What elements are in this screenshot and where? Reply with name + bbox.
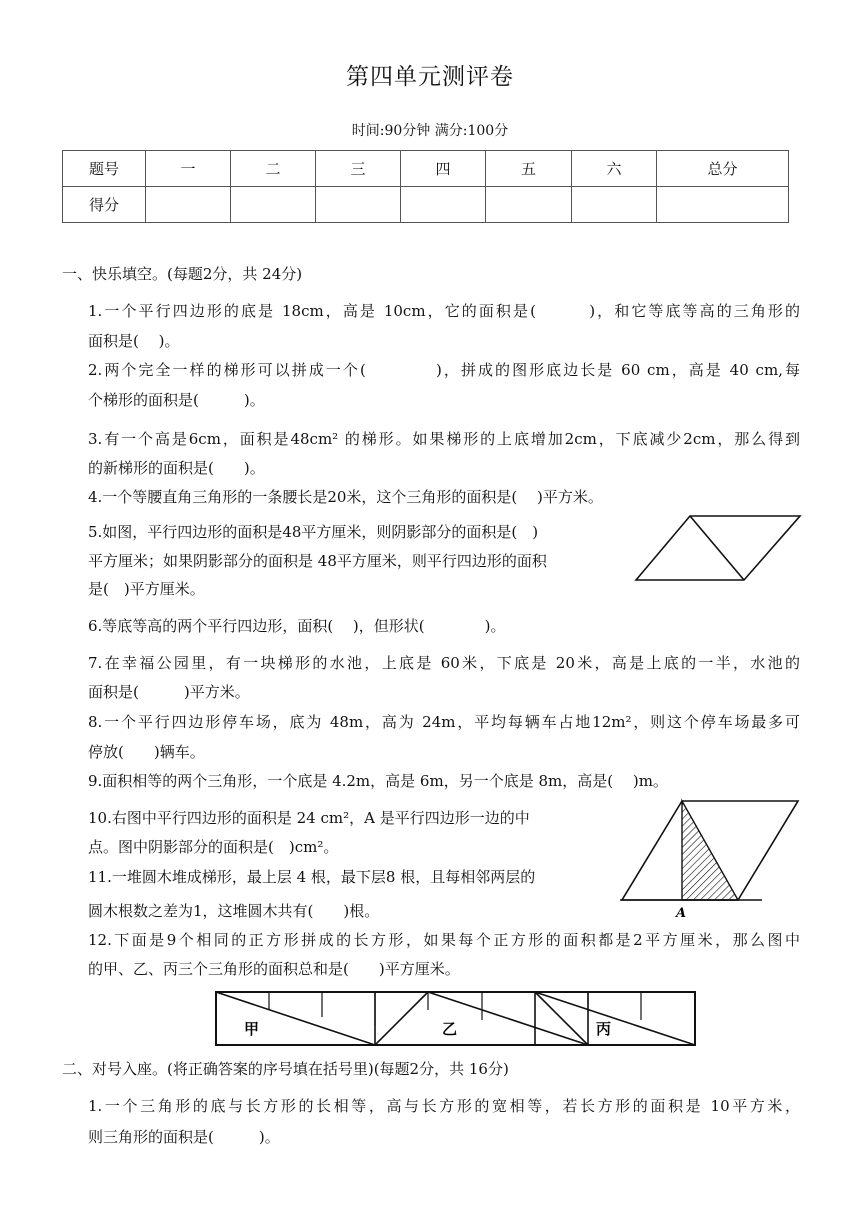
question-9: 9.面积相等的两个三角形，一个底是 4.2m，高是 6m，另一个底是 8m，高是( )m。	[88, 772, 668, 790]
question-8-line-2: 停放( )辆车。	[88, 743, 205, 761]
score-header-cell: 三	[316, 151, 401, 187]
question-3-line-2: 的新梯形的面积是( )。	[88, 459, 265, 477]
question-5-line-1: 5.如图，平行四边形的面积是48平方厘米，则阴影部分的面积是( )	[88, 523, 539, 541]
question-2-line-2: 个梯形的面积是( )。	[88, 391, 265, 409]
parallelogram-figure-q5	[634, 514, 804, 584]
section-heading: 一、快乐填空。(每题2分，共 24分)	[62, 265, 303, 283]
section-heading: 二、对号入座。(将正确答案的序号填在括号里)(每题2分，共 16分)	[62, 1060, 509, 1078]
section2-question-1-line-2: 则三角形的面积是( )。	[88, 1128, 280, 1146]
score-header-cell: 二	[231, 151, 316, 187]
question-7-line-1: 7.在幸福公园里，有一块梯形的水池，上底是 60米，下底是 20米，高是上底的一半，水池的	[88, 654, 800, 672]
question-1-line-2: 面积是( )。	[88, 332, 180, 350]
score-header-cell: 六	[572, 151, 657, 187]
question-2-line-1: 2.两个完全一样的梯形可以拼成一个( )，拼成的图形底边长是 60 cm，高是 40 cm,每	[88, 361, 800, 379]
score-table-score-row	[63, 187, 789, 223]
section2-question-1-line-1: 1.一个三角形的底与长方形的长相等，高与长方形的宽相等，若长方形的面积是 10平方米，	[88, 1097, 800, 1115]
question-5-line-3: 是( )平方厘米。	[88, 580, 205, 598]
question-12-line-1: 12.下面是9个相同的正方形拼成的长方形，如果每个正方形的面积都是2平方厘米，那么图中	[88, 931, 800, 949]
score-header-cell: 四	[401, 151, 486, 187]
triangle-bing-label: 丙	[596, 1020, 612, 1038]
question-11-line-1: 11.一堆圆木堆成梯形，最上层 4 根，最下层8 根，且每相邻两层的	[88, 868, 536, 886]
score-input-cell[interactable]	[316, 187, 401, 223]
score-header-cell: 总分	[657, 151, 789, 187]
triangle-yi-label: 乙	[442, 1020, 458, 1038]
point-a-label: A	[676, 906, 687, 920]
question-12-line-2: 的甲、乙、丙三个三角形的面积总和是( )平方厘米。	[88, 960, 460, 978]
question-11-line-2: 圆木根数之差为1，这堆圆木共有( )根。	[88, 902, 380, 920]
score-table	[62, 150, 789, 223]
exam-info: 时间:90分钟 满分:100分	[351, 123, 509, 139]
score-row-label: 得分	[63, 187, 146, 223]
score-input-cell[interactable]	[572, 187, 657, 223]
question-10-line-2: 点。图中阴影部分的面积是( )cm²。	[88, 838, 339, 856]
question-5-line-2: 平方厘米；如果阴影部分的面积是 48平方厘米，则平行四边形的面积	[88, 552, 547, 570]
score-input-cell[interactable]	[486, 187, 572, 223]
question-10-line-1: 10.右图中平行四边形的面积是 24 cm²，A 是平行四边形一边的中	[88, 809, 530, 827]
nine-squares-figure-q12	[214, 990, 698, 1048]
score-input-cell[interactable]	[231, 187, 316, 223]
score-header-cell: 五	[486, 151, 572, 187]
question-3-line-1: 3.有一个高是6cm，面积是48cm² 的梯形。如果梯形的上底增加2cm，下底减少2cm，那么得到	[88, 430, 800, 448]
question-1-line-1: 1.一个平行四边形的底是 18cm，高是 10cm，它的面积是( )，和它等底等高的三角形的	[88, 302, 800, 320]
score-header-cell: 一	[146, 151, 231, 187]
score-header-cell: 题号	[63, 151, 146, 187]
question-4: 4.一个等腰直角三角形的一条腰长是20米，这个三角形的面积是( )平方米。	[88, 488, 603, 506]
score-input-cell[interactable]	[401, 187, 486, 223]
question-7-line-2: 面积是( )平方米。	[88, 683, 250, 701]
question-6: 6.等底等高的两个平行四边形，面积( )，但形状( )。	[88, 617, 506, 635]
score-input-cell[interactable]	[146, 187, 231, 223]
triangle-jia-label: 甲	[244, 1020, 260, 1038]
parallelogram-shaded-figure-q10	[620, 796, 804, 920]
question-8-line-1: 8.一个平行四边形停车场，底为 48m，高为 24m，平均每辆车占地12m²，则这个停车场最多可	[88, 713, 800, 731]
page-title: 第四单元测评卷	[346, 64, 514, 90]
score-table-header-row	[63, 151, 789, 187]
score-input-cell[interactable]	[657, 187, 789, 223]
